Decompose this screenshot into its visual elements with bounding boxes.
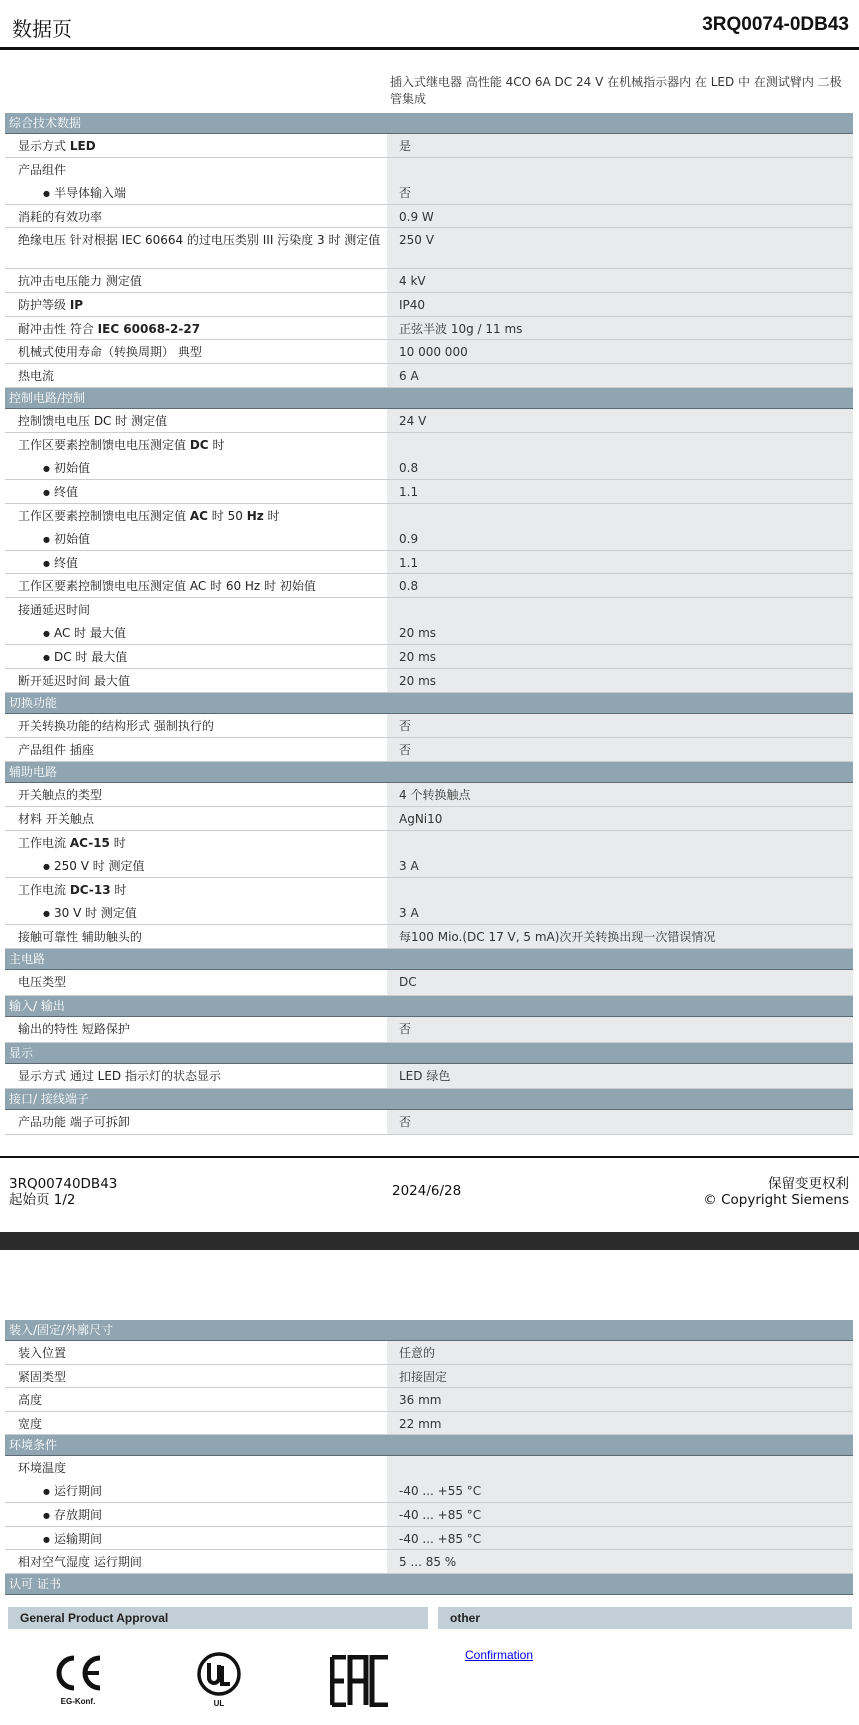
spec-row: 工作区要素控制馈电电压测定值 AC 时 60 Hz 时 初始值 0.8: [5, 574, 853, 598]
spec-row: 抗冲击电压能力 测定值 4 kV: [5, 269, 853, 293]
approval-col-general: General Product Approval: [8, 1607, 428, 1629]
footer-date: 2024/6/28: [392, 1183, 462, 1199]
spec-row: 防护等级 IP IP40: [5, 293, 853, 317]
header-divider: [0, 47, 859, 50]
ce-mark-icon: [50, 1652, 106, 1694]
ul-mark-icon: [194, 1652, 244, 1696]
eac-mark-icon: [330, 1655, 390, 1707]
spec-table-page-2: [5, 1320, 853, 1595]
footer-page: 起始页 1/2: [9, 1192, 76, 1208]
approval-header: [8, 1607, 852, 1629]
ce-mark-logo: [50, 1652, 106, 1706]
spec-row: 工作电流 AC-15 时: [5, 831, 853, 854]
footer-right: [703, 1176, 849, 1208]
spec-row: 材料 开关触点 AgNi10: [5, 807, 853, 831]
confirmation-link[interactable]: Confirmation: [465, 1648, 534, 1662]
spec-row: ● AC 时 最大值 20 ms: [5, 621, 853, 645]
spec-row: 高度 36 mm: [5, 1388, 853, 1412]
footer-copyright: © Copyright Siemens: [703, 1192, 849, 1208]
product-code: 3RQ0074-0DB43: [702, 14, 849, 35]
spec-row: 开关触点的类型 4 个转换触点: [5, 783, 853, 807]
spec-row: 电压类型 DC: [5, 970, 853, 996]
spec-row: 相对空气湿度 运行期间 5 ... 85 %: [5, 1550, 853, 1574]
spec-row: 工作电流 DC-13 时: [5, 878, 853, 901]
spec-row: ● 运输期间 -40 ... +85 °C: [5, 1527, 853, 1550]
spec-row: 机械式使用寿命（转换周期） 典型 10 000 000: [5, 340, 853, 364]
spec-row: 宽度 22 mm: [5, 1412, 853, 1435]
footer-rights: 保留变更权利: [768, 1176, 849, 1192]
spec-row: 显示方式 通过 LED 指示灯的状态显示 LED 绿色: [5, 1064, 853, 1089]
spec-row: ● 初始值 0.8: [5, 456, 853, 480]
approval-col-other: other: [438, 1607, 852, 1629]
section-interface: 接口/ 接线端子: [5, 1089, 853, 1110]
spec-table-page-1: [5, 113, 853, 1135]
page-separator: [0, 1232, 859, 1250]
product-description: 插入式继电器 高性能 4CO 6A DC 24 V 在机械指示器内 在 LED 中 在测试臂内 二极管集成: [390, 75, 842, 106]
spec-row: 输出的特性 短路保护 否: [5, 1017, 853, 1043]
spec-row: 消耗的有效功率 0.9 W: [5, 205, 853, 228]
spec-row: ● 初始值 0.9: [5, 527, 853, 551]
section-display: 显示: [5, 1043, 853, 1064]
section-cert: 认可 证书: [5, 1574, 853, 1595]
section-control: 控制电路/控制: [5, 388, 853, 409]
section-io: 输入/ 输出: [5, 996, 853, 1017]
section-switching: 切换功能: [5, 693, 853, 714]
spec-row: 工作区要素控制馈电电压测定值 DC 时: [5, 433, 853, 456]
spec-row: ● 30 V 时 测定值 3 A: [5, 901, 853, 925]
spec-row: 工作区要素控制馈电电压测定值 AC 时 50 Hz 时: [5, 504, 853, 527]
spec-row: ● 终值 1.1: [5, 480, 853, 504]
footer-left: [9, 1176, 117, 1208]
spec-row: 产品组件 插座 否: [5, 738, 853, 762]
spec-row: ● 运行期间 -40 ... +55 °C: [5, 1479, 853, 1503]
spec-row: 显示方式 LED 是: [5, 134, 853, 158]
spec-row: ● DC 时 最大值 20 ms: [5, 645, 853, 669]
spec-row: ● 半导体输入端 否: [5, 181, 853, 205]
footer-code: 3RQ00740DB43: [9, 1176, 118, 1192]
spec-row: 接触可靠性 辅助触头的 每100 Mio.(DC 17 V, 5 mA)次开关转换出现一次错误情况: [5, 925, 853, 949]
spec-row: 热电流 6 A: [5, 364, 853, 388]
spec-row: 环境温度: [5, 1456, 853, 1479]
page-title: 数据页: [12, 17, 72, 41]
ul-mark-logo: [194, 1652, 244, 1708]
spec-row: 绝缘电压 针对根据 IEC 60664 的过电压类别 III 污染度 3 时 测定值 250 V: [5, 228, 853, 269]
section-aux: 辅助电路: [5, 762, 853, 783]
ce-caption: EG-Konf.: [60, 1697, 96, 1706]
spec-row: ● 终值 1.1: [5, 551, 853, 574]
spec-row: 断开延迟时间 最大值 20 ms: [5, 669, 853, 693]
section-mounting: 装入/固定/外廓尺寸: [5, 1320, 853, 1341]
section-main: 主电路: [5, 949, 853, 970]
spec-row: 控制馈电电压 DC 时 测定值 24 V: [5, 409, 853, 433]
spec-row: 装入位置 任意的: [5, 1341, 853, 1365]
spec-row: 耐冲击性 符合 IEC 60068-2-27 正弦半波 10g / 11 ms: [5, 317, 853, 340]
spec-row: 接通延迟时间: [5, 598, 853, 621]
section-general: 综合技术数据: [5, 113, 853, 134]
spec-row: 紧固类型 扣接固定: [5, 1365, 853, 1388]
section-env: 环境条件: [5, 1435, 853, 1456]
spec-row: 产品功能 端子可拆卸 否: [5, 1110, 853, 1135]
spec-row: 产品组件: [5, 158, 853, 181]
ul-caption: UL: [213, 1699, 225, 1708]
spec-row: ● 250 V 时 测定值 3 A: [5, 854, 853, 878]
eac-mark-logo: [330, 1655, 390, 1710]
spec-row: ● 存放期间 -40 ... +85 °C: [5, 1503, 853, 1527]
footer-divider: [0, 1156, 859, 1158]
spec-row: 开关转换功能的结构形式 强制执行的 否: [5, 714, 853, 738]
